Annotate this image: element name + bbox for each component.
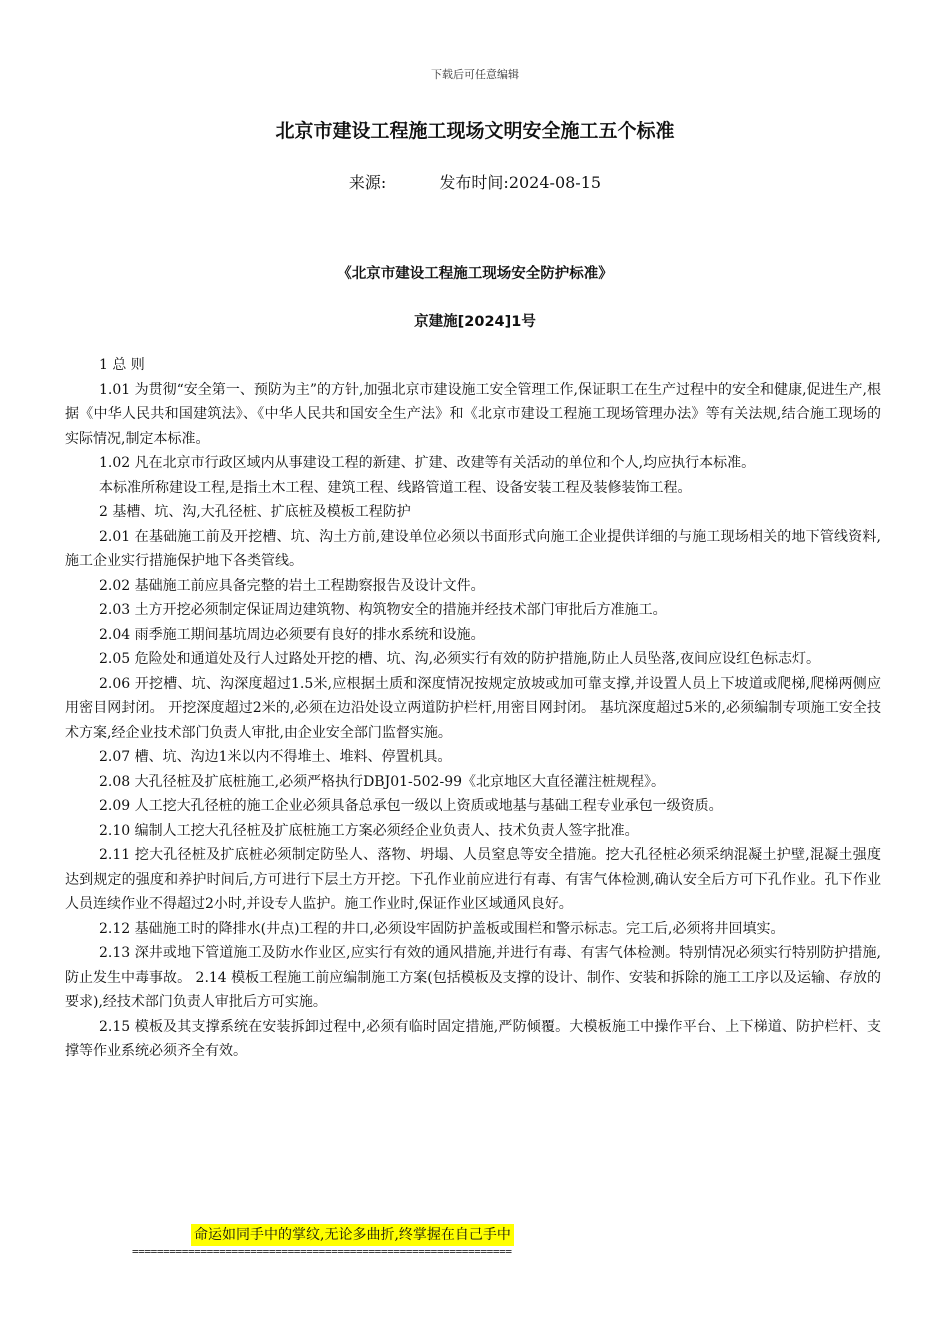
- paragraph: 2.02 基础施工前应具备完整的岩土工程勘察报告及设计文件。: [99, 577, 485, 594]
- paragraph: 2.06 开挖槽、坑、沟深度超过1.5米,应根据土质和深度情况按规定放坡或加可靠支撑,并设置人员上下坡道或爬梯,爬梯两侧应用密目网封闭。 开挖深度超过2米的,必须在边沿处设立两道防护栏杆,用密目网封闭。 基坑深度超过5米的,必须编制专项施工安全技术方案,经企业技术部门负责人审批,由企业安全部门监督实施。: [65, 675, 881, 741]
- paragraph: 2.10 编制人工挖大孔径桩及扩底桩施工方案必须经企业负责人、技术负责人签字批准。: [99, 822, 639, 839]
- source-label: 来源:: [348, 173, 387, 192]
- paragraph: 2.11 挖大孔径桩及扩底桩必须制定防坠人、落物、坍塌、人员窒息等安全措施。挖大孔径桩必须采纳混凝土护壁,混凝土强度达到规定的强度和养护时间后,方可进行下层土方开挖。下孔作业前应进行有毒、有害气体检测,确认安全后方可下孔作业。孔下作业人员连续作业不得超过2小时,并设专人监护。施工作业时,保证作业区域通风良好。: [65, 847, 881, 912]
- paragraph: 2.03 土方开挖必须制定保证周边建筑物、构筑物安全的措施并经技术部门审批后方准施工。: [99, 602, 667, 618]
- paragraph: 2.12 基础施工时的降排水(井点)工程的井口,必须设牢固防护盖板或围栏和警示标志。完工后,必须将井回填实。: [99, 920, 785, 937]
- paragraph: 1 总 则: [99, 357, 145, 373]
- paragraph: 2.01 在基础施工前及开挖槽、坑、沟土方前,建设单位必须以书面形式向施工企业提供详细的与施工现场相关的地下管线资料,施工企业实行措施保护地下各类管线。: [65, 528, 881, 569]
- paragraph: 1.02 凡在北京市行政区域内从事建设工程的新建、扩建、改建等有关活动的单位和个人,均应执行本标准。: [99, 455, 756, 471]
- standard-title: 《北京市建设工程施工现场安全防护标准》: [337, 266, 613, 282]
- publish-date: 发布时间:2024-08-15: [439, 173, 602, 192]
- paragraph: 1.01 为贯彻“安全第一、预防为主”的方针,加强北京市建设施工安全管理工作,保证职工在生产过程中的安全和健康,促进生产,根据《中华人民共和国建筑法》、《中华人民共和国安全生产法》和《北京市建设工程施工现场管理办法》等有关法规,结合施工现场的实际情况,制定本标准。: [65, 381, 881, 447]
- paragraph: 2.07 槽、坑、沟边1米以内不得堆土、堆料、停置机具。: [99, 749, 452, 765]
- footer-rule: =============================================================: [132, 1245, 512, 1258]
- paragraph: 2.09 人工挖大孔径桩的施工企业必须具备总承包一级以上资质或地基与基础工程专业承包一级资质。: [99, 798, 723, 814]
- paragraph: 2 基槽、坑、沟,大孔径桩、扩底桩及模板工程防护: [99, 504, 411, 520]
- paragraph: 2.08 大孔径桩及扩底桩施工,必须严格执行DBJ01-502-99《北京地区大直径灌注桩规程》。: [99, 773, 666, 790]
- paragraph: 本标准所称建设工程,是指土木工程、建筑工程、线路管道工程、设备安装工程及装修装饰工程。: [99, 479, 692, 496]
- header-note: 下载后可任意编辑: [431, 68, 519, 81]
- paragraph: 2.05 危险处和通道处及行人过路处开挖的槽、坑、沟,必须实行有效的防护措施,防止人员坠落,夜间应设红色标志灯。: [99, 651, 820, 667]
- paragraph: 2.04 雨季施工期间基坑周边必须要有良好的排水系统和设施。: [99, 626, 485, 643]
- paragraph: 2.15 模板及其支撑系统在安装拆卸过程中,必须有临时固定措施,严防倾覆。大模板施工中操作平台、上下梯道、防护栏杆、支撑等作业系统必须齐全有效。: [65, 1018, 881, 1059]
- body-text: [65, 353, 881, 1064]
- document-number: 京建施[2024]1号: [414, 314, 536, 330]
- meta-line: [0, 170, 950, 193]
- paragraph: 2.13 深井或地下管道施工及防水作业区,应实行有效的通风措施,并进行有毒、有害气体检测。特别情况必须实行特别防护措施,防止发生中毒事故。 2.14 模板工程施工前应编制施工方案(包括模板及支撑的设计、制作、安装和拆除的施工工序以及运输、存放的要求),经技术部门负责人审批后方可实施。: [65, 945, 881, 1010]
- document-title: 北京市建设工程施工现场文明安全施工五个标准: [275, 120, 675, 142]
- footer-motto: 命运如同手中的掌纹,无论多曲折,终掌握在自己手中: [191, 1224, 514, 1246]
